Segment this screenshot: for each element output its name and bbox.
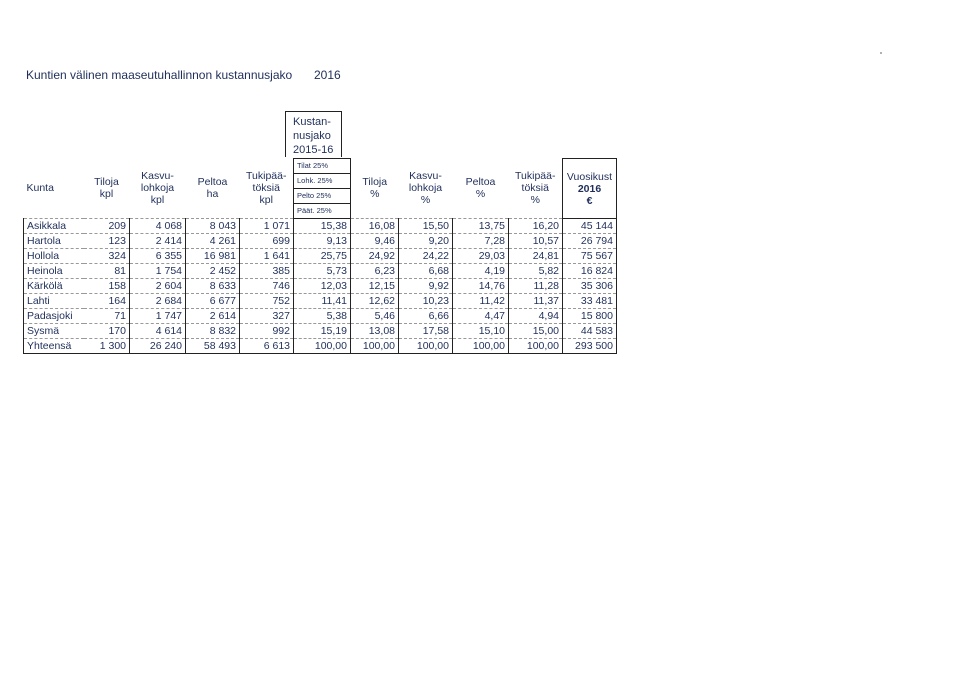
cell-lohkoja: 2 604 (130, 279, 186, 294)
weight-lohk: Lohk. 25% (294, 174, 351, 189)
table-row (24, 309, 617, 324)
cell-lohkoja-pct: 24,22 (399, 249, 453, 264)
cell-tuki: 1 641 (240, 249, 294, 264)
kustannusjako-header (285, 111, 342, 157)
cell-kunta: Sysmä (24, 324, 84, 339)
cell-kunta: Hartola (24, 234, 84, 249)
cell-tuki: 327 (240, 309, 294, 324)
total-kust: 100,00 (294, 339, 351, 354)
cell-kunta: Lahti (24, 294, 84, 309)
cell-tiloja-pct: 16,08 (351, 219, 399, 234)
cell-kust: 15,19 (294, 324, 351, 339)
cell-vuosikust: 75 567 (563, 249, 617, 264)
cell-tuki: 746 (240, 279, 294, 294)
total-tuki: 6 613 (240, 339, 294, 354)
cell-peltoa-pct: 14,76 (453, 279, 509, 294)
table-row (24, 219, 617, 234)
cell-tiloja-pct: 9,46 (351, 234, 399, 249)
title-text: Kuntien välinen maaseutuhallinnon kustannusjako (26, 68, 293, 82)
cell-tuki-pct: 24,81 (509, 249, 563, 264)
cell-lohkoja-pct: 17,58 (399, 324, 453, 339)
cell-lohkoja-pct: 9,92 (399, 279, 453, 294)
cell-tiloja: 164 (84, 294, 130, 309)
cell-vuosikust: 33 481 (563, 294, 617, 309)
table-row-total (24, 339, 617, 354)
cell-tiloja-pct: 12,15 (351, 279, 399, 294)
cell-lohkoja: 6 355 (130, 249, 186, 264)
cell-peltoa: 6 677 (186, 294, 240, 309)
cell-lohkoja-pct: 9,20 (399, 234, 453, 249)
cell-tuki: 699 (240, 234, 294, 249)
cell-vuosikust: 44 583 (563, 324, 617, 339)
cell-peltoa: 2 452 (186, 264, 240, 279)
cell-kust: 25,75 (294, 249, 351, 264)
header-vuosikust: Vuosikust 2016 € (563, 159, 617, 219)
total-vuosikust: 293 500 (563, 339, 617, 354)
cell-peltoa: 8 043 (186, 219, 240, 234)
header-kasvulohkoja-pct: Kasvu- lohkoja % (408, 170, 443, 207)
cost-allocation-table (23, 158, 617, 354)
header-tukipaatoksia: Tukipää- töksiä kpl (246, 170, 287, 207)
table-row (24, 324, 617, 339)
header-peltoa: Peltoa ha (197, 176, 228, 201)
cell-vuosikust: 16 824 (563, 264, 617, 279)
cell-tiloja: 123 (84, 234, 130, 249)
cell-tuki-pct: 16,20 (509, 219, 563, 234)
cell-peltoa-pct: 13,75 (453, 219, 509, 234)
cell-lohkoja: 1 754 (130, 264, 186, 279)
cell-lohkoja-pct: 15,50 (399, 219, 453, 234)
title-year: 2016 (314, 68, 341, 82)
cell-peltoa-pct: 4,47 (453, 309, 509, 324)
cell-peltoa-pct: 29,03 (453, 249, 509, 264)
cell-lohkoja: 4 068 (130, 219, 186, 234)
cell-lohkoja: 2 684 (130, 294, 186, 309)
cell-peltoa: 16 981 (186, 249, 240, 264)
total-kunta: Yhteensä (24, 339, 84, 354)
cell-tuki-pct: 11,37 (509, 294, 563, 309)
cell-kust: 5,38 (294, 309, 351, 324)
table-row (24, 294, 617, 309)
cell-kust: 11,41 (294, 294, 351, 309)
weight-pelto: Pelto 25% (294, 189, 351, 204)
cell-vuosikust: 35 306 (563, 279, 617, 294)
kust-label-3: 2015-16 (293, 144, 334, 156)
cell-kust: 15,38 (294, 219, 351, 234)
cell-tiloja: 324 (84, 249, 130, 264)
table-row (24, 279, 617, 294)
total-peltoa-pct: 100,00 (453, 339, 509, 354)
cell-peltoa: 2 614 (186, 309, 240, 324)
cell-tiloja-pct: 5,46 (351, 309, 399, 324)
cell-tiloja-pct: 6,23 (351, 264, 399, 279)
cell-vuosikust: 15 800 (563, 309, 617, 324)
total-tiloja: 1 300 (84, 339, 130, 354)
header-tiloja-pct: Tiloja % (362, 176, 388, 201)
cell-tiloja: 71 (84, 309, 130, 324)
cell-kunta: Hollola (24, 249, 84, 264)
cell-peltoa-pct: 4,19 (453, 264, 509, 279)
cell-tuki-pct: 15,00 (509, 324, 563, 339)
cell-tuki-pct: 10,57 (509, 234, 563, 249)
cell-kunta: Asikkala (24, 219, 84, 234)
total-peltoa: 58 493 (186, 339, 240, 354)
document-title (26, 68, 341, 82)
cell-tiloja: 158 (84, 279, 130, 294)
kust-label-1: Kustan- (293, 116, 331, 128)
total-lohkoja-pct: 100,00 (399, 339, 453, 354)
cell-peltoa: 8 832 (186, 324, 240, 339)
cell-tuki: 385 (240, 264, 294, 279)
cell-kust: 5,73 (294, 264, 351, 279)
cell-peltoa-pct: 7,28 (453, 234, 509, 249)
cell-lohkoja-pct: 10,23 (399, 294, 453, 309)
cell-peltoa-pct: 11,42 (453, 294, 509, 309)
header-kunta: Kunta (26, 182, 54, 195)
table-row (24, 264, 617, 279)
table-body (24, 219, 617, 339)
cell-tuki-pct: 4,94 (509, 309, 563, 324)
cell-lohkoja-pct: 6,68 (399, 264, 453, 279)
cell-vuosikust: 26 794 (563, 234, 617, 249)
cell-lohkoja-pct: 6,66 (399, 309, 453, 324)
total-tuki-pct: 100,00 (509, 339, 563, 354)
cell-tuki-pct: 5,82 (509, 264, 563, 279)
scan-speck (880, 52, 882, 54)
cell-tiloja-pct: 12,62 (351, 294, 399, 309)
cell-tiloja: 170 (84, 324, 130, 339)
cell-kunta: Kärkölä (24, 279, 84, 294)
cell-tuki: 992 (240, 324, 294, 339)
header-peltoa-pct: Peltoa % (465, 176, 496, 201)
cell-lohkoja: 4 614 (130, 324, 186, 339)
cell-peltoa: 4 261 (186, 234, 240, 249)
cell-lohkoja: 2 414 (130, 234, 186, 249)
header-kasvulohkoja: Kasvu- lohkoja kpl (140, 170, 175, 207)
cell-tuki-pct: 11,28 (509, 279, 563, 294)
cell-kust: 9,13 (294, 234, 351, 249)
table-row (24, 249, 617, 264)
cell-lohkoja: 1 747 (130, 309, 186, 324)
cell-vuosikust: 45 144 (563, 219, 617, 234)
cell-tiloja: 209 (84, 219, 130, 234)
cell-kunta: Heinola (24, 264, 84, 279)
total-lohkoja: 26 240 (130, 339, 186, 354)
cell-tuki: 752 (240, 294, 294, 309)
cell-peltoa-pct: 15,10 (453, 324, 509, 339)
weight-paat: Päät. 25% (294, 204, 351, 219)
weight-tilat: Tilat 25% (294, 159, 351, 174)
cell-kunta: Padasjoki (24, 309, 84, 324)
kust-label-2: nusjako (293, 130, 331, 142)
header-tukipaatoksia-pct: Tukipää- töksiä % (515, 170, 556, 207)
cell-tiloja: 81 (84, 264, 130, 279)
cell-tiloja-pct: 13,08 (351, 324, 399, 339)
cell-tuki: 1 071 (240, 219, 294, 234)
header-tiloja: Tiloja kpl (94, 176, 119, 201)
cell-tiloja-pct: 24,92 (351, 249, 399, 264)
table-row (24, 234, 617, 249)
cell-kust: 12,03 (294, 279, 351, 294)
total-tiloja-pct: 100,00 (351, 339, 399, 354)
cell-peltoa: 8 633 (186, 279, 240, 294)
